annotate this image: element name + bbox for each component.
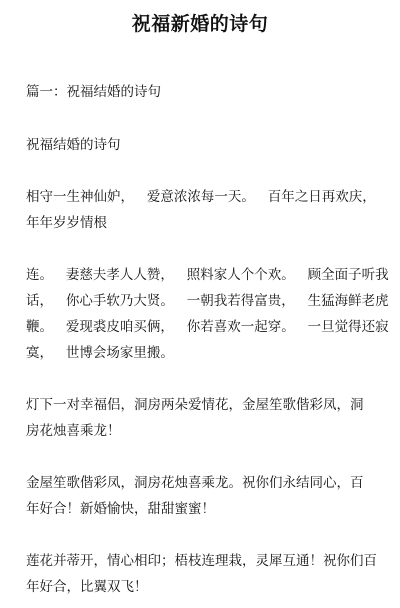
section-heading: 篇一：祝福结婚的诗句: [26, 84, 161, 100]
paragraph-line: 莲花并蒂开，情心相印；梧枝连理栽，灵犀互通！祝你们百: [26, 553, 377, 569]
paragraph-line: 房花烛喜乘龙！: [26, 423, 121, 439]
paragraph-line: 相守一生神仙妒， 爱意浓浓每一天。 百年之日再欢庆，: [26, 189, 376, 205]
paragraph-line: 寞， 世博会场家里搬。: [26, 345, 174, 361]
subheading: 祝福结婚的诗句: [26, 137, 121, 153]
paragraph-line: 年好合！新婚愉快，甜甜蜜蜜！: [26, 501, 215, 517]
document-title: 祝福新婚的诗句: [131, 13, 269, 35]
paragraph-line: 年年岁岁情根: [26, 215, 107, 231]
paragraph-line: 连。 妻慈夫孝人人赞， 照料家人个个欢。 顾全面子听我: [26, 267, 389, 283]
paragraph-line: 金屋笙歌偕彩凤，洞房花烛喜乘龙。祝你们永结同心，百: [26, 475, 364, 491]
paragraph-line: 话， 你心手软乃大贤。 一朝我若得富贵， 生猛海鲜老虎: [26, 293, 389, 309]
paragraph-line: 灯下一对幸福侣，洞房两朵爱情花，金屋笙歌偕彩凤，洞: [26, 397, 364, 413]
paragraph-line: 鞭。 爱现裘皮咱买俩， 你若喜欢一起穿。 一旦觉得还寂: [26, 319, 389, 335]
paragraph-line: 年好合，比翼双飞！: [26, 579, 148, 595]
